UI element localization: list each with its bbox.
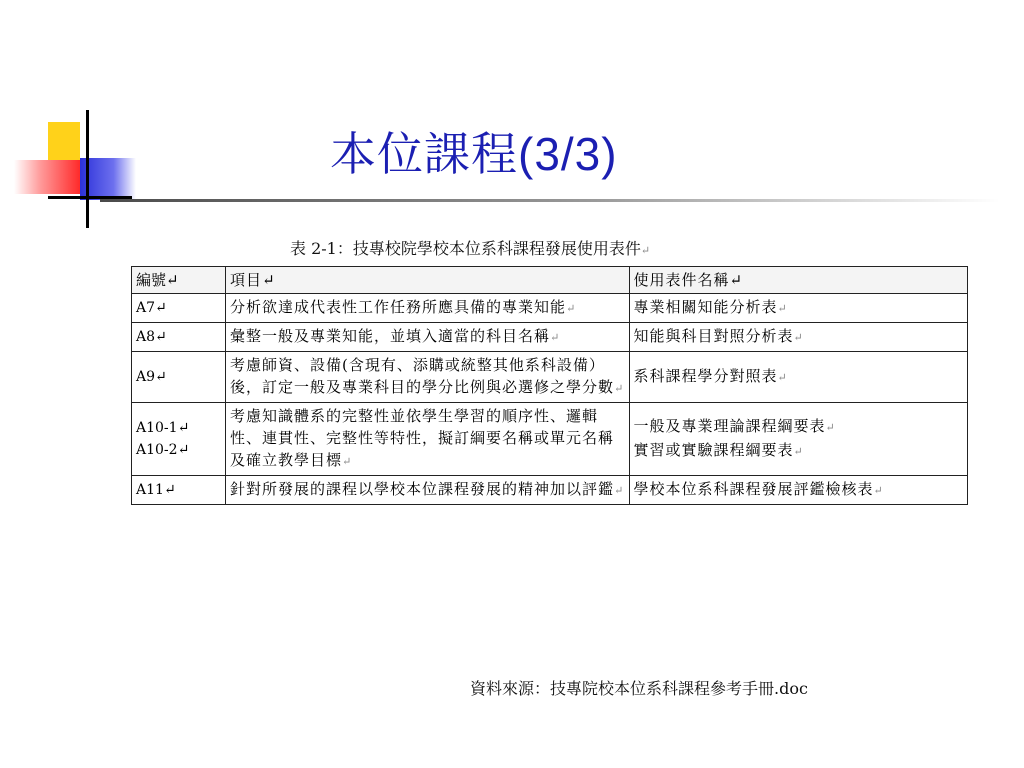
caption-text: 表 2-1：技專校院學校本位系科課程發展使用表件	[290, 239, 641, 258]
row-item: 考慮師資、設備(含現有、添購或統整其他系科設備）後，訂定一般及專業科目的學分比例與必選修之學分數↵	[226, 352, 629, 403]
red-gradient-bar	[14, 160, 80, 194]
table-row	[132, 403, 968, 476]
row-form: 一般及專業理論課程綱要表↵ 實習或實驗課程綱要表↵	[629, 403, 968, 476]
yellow-square	[48, 122, 80, 160]
row-id: A8↵	[132, 323, 226, 352]
table-row	[132, 476, 968, 505]
row-item: 針對所發展的課程以學校本位課程發展的精神加以評鑑↵	[226, 476, 629, 505]
table-header-row	[132, 267, 968, 294]
slide-title	[330, 118, 810, 184]
row-item: 考慮知識體系的完整性並依學生學習的順序性、邏輯性、連貫性、完整性等特性，擬訂綱要名稱或單元名稱及確立教學目標↵	[226, 403, 629, 476]
table-caption: 表 2-1：技專校院學校本位系科課程發展使用表件↵	[290, 239, 651, 258]
title-underline	[100, 199, 1000, 202]
table-row	[132, 294, 968, 323]
row-form: 學校本位系科課程發展評鑑檢核表↵	[629, 476, 968, 505]
header-form: 使用表件名稱↵	[629, 267, 968, 294]
row-form: 專業相關知能分析表↵	[629, 294, 968, 323]
header-id: 編號↵	[132, 267, 226, 294]
row-id: A11↵	[132, 476, 226, 505]
row-id: A9↵	[132, 352, 226, 403]
vertical-line	[86, 110, 89, 228]
table-row	[132, 352, 968, 403]
row-form: 系科課程學分對照表↵	[629, 352, 968, 403]
header-item: 項目↵	[226, 267, 629, 294]
row-item: 彙整一般及專業知能，並填入適當的科目名稱↵	[226, 323, 629, 352]
title-number: (3/3)	[518, 128, 618, 180]
table-row	[132, 323, 968, 352]
corner-logo-decoration	[0, 0, 140, 240]
source-note: 資料來源：技專院校本位系科課程參考手冊.doc	[470, 679, 808, 698]
row-form: 知能與科目對照分析表↵	[629, 323, 968, 352]
course-table	[131, 266, 968, 505]
row-id: A10-1↵ A10-2↵	[132, 403, 226, 476]
row-item: 分析欲達成代表性工作任務所應具備的專業知能↵	[226, 294, 629, 323]
row-id: A7↵	[132, 294, 226, 323]
title-text: 本位課程	[330, 127, 518, 181]
